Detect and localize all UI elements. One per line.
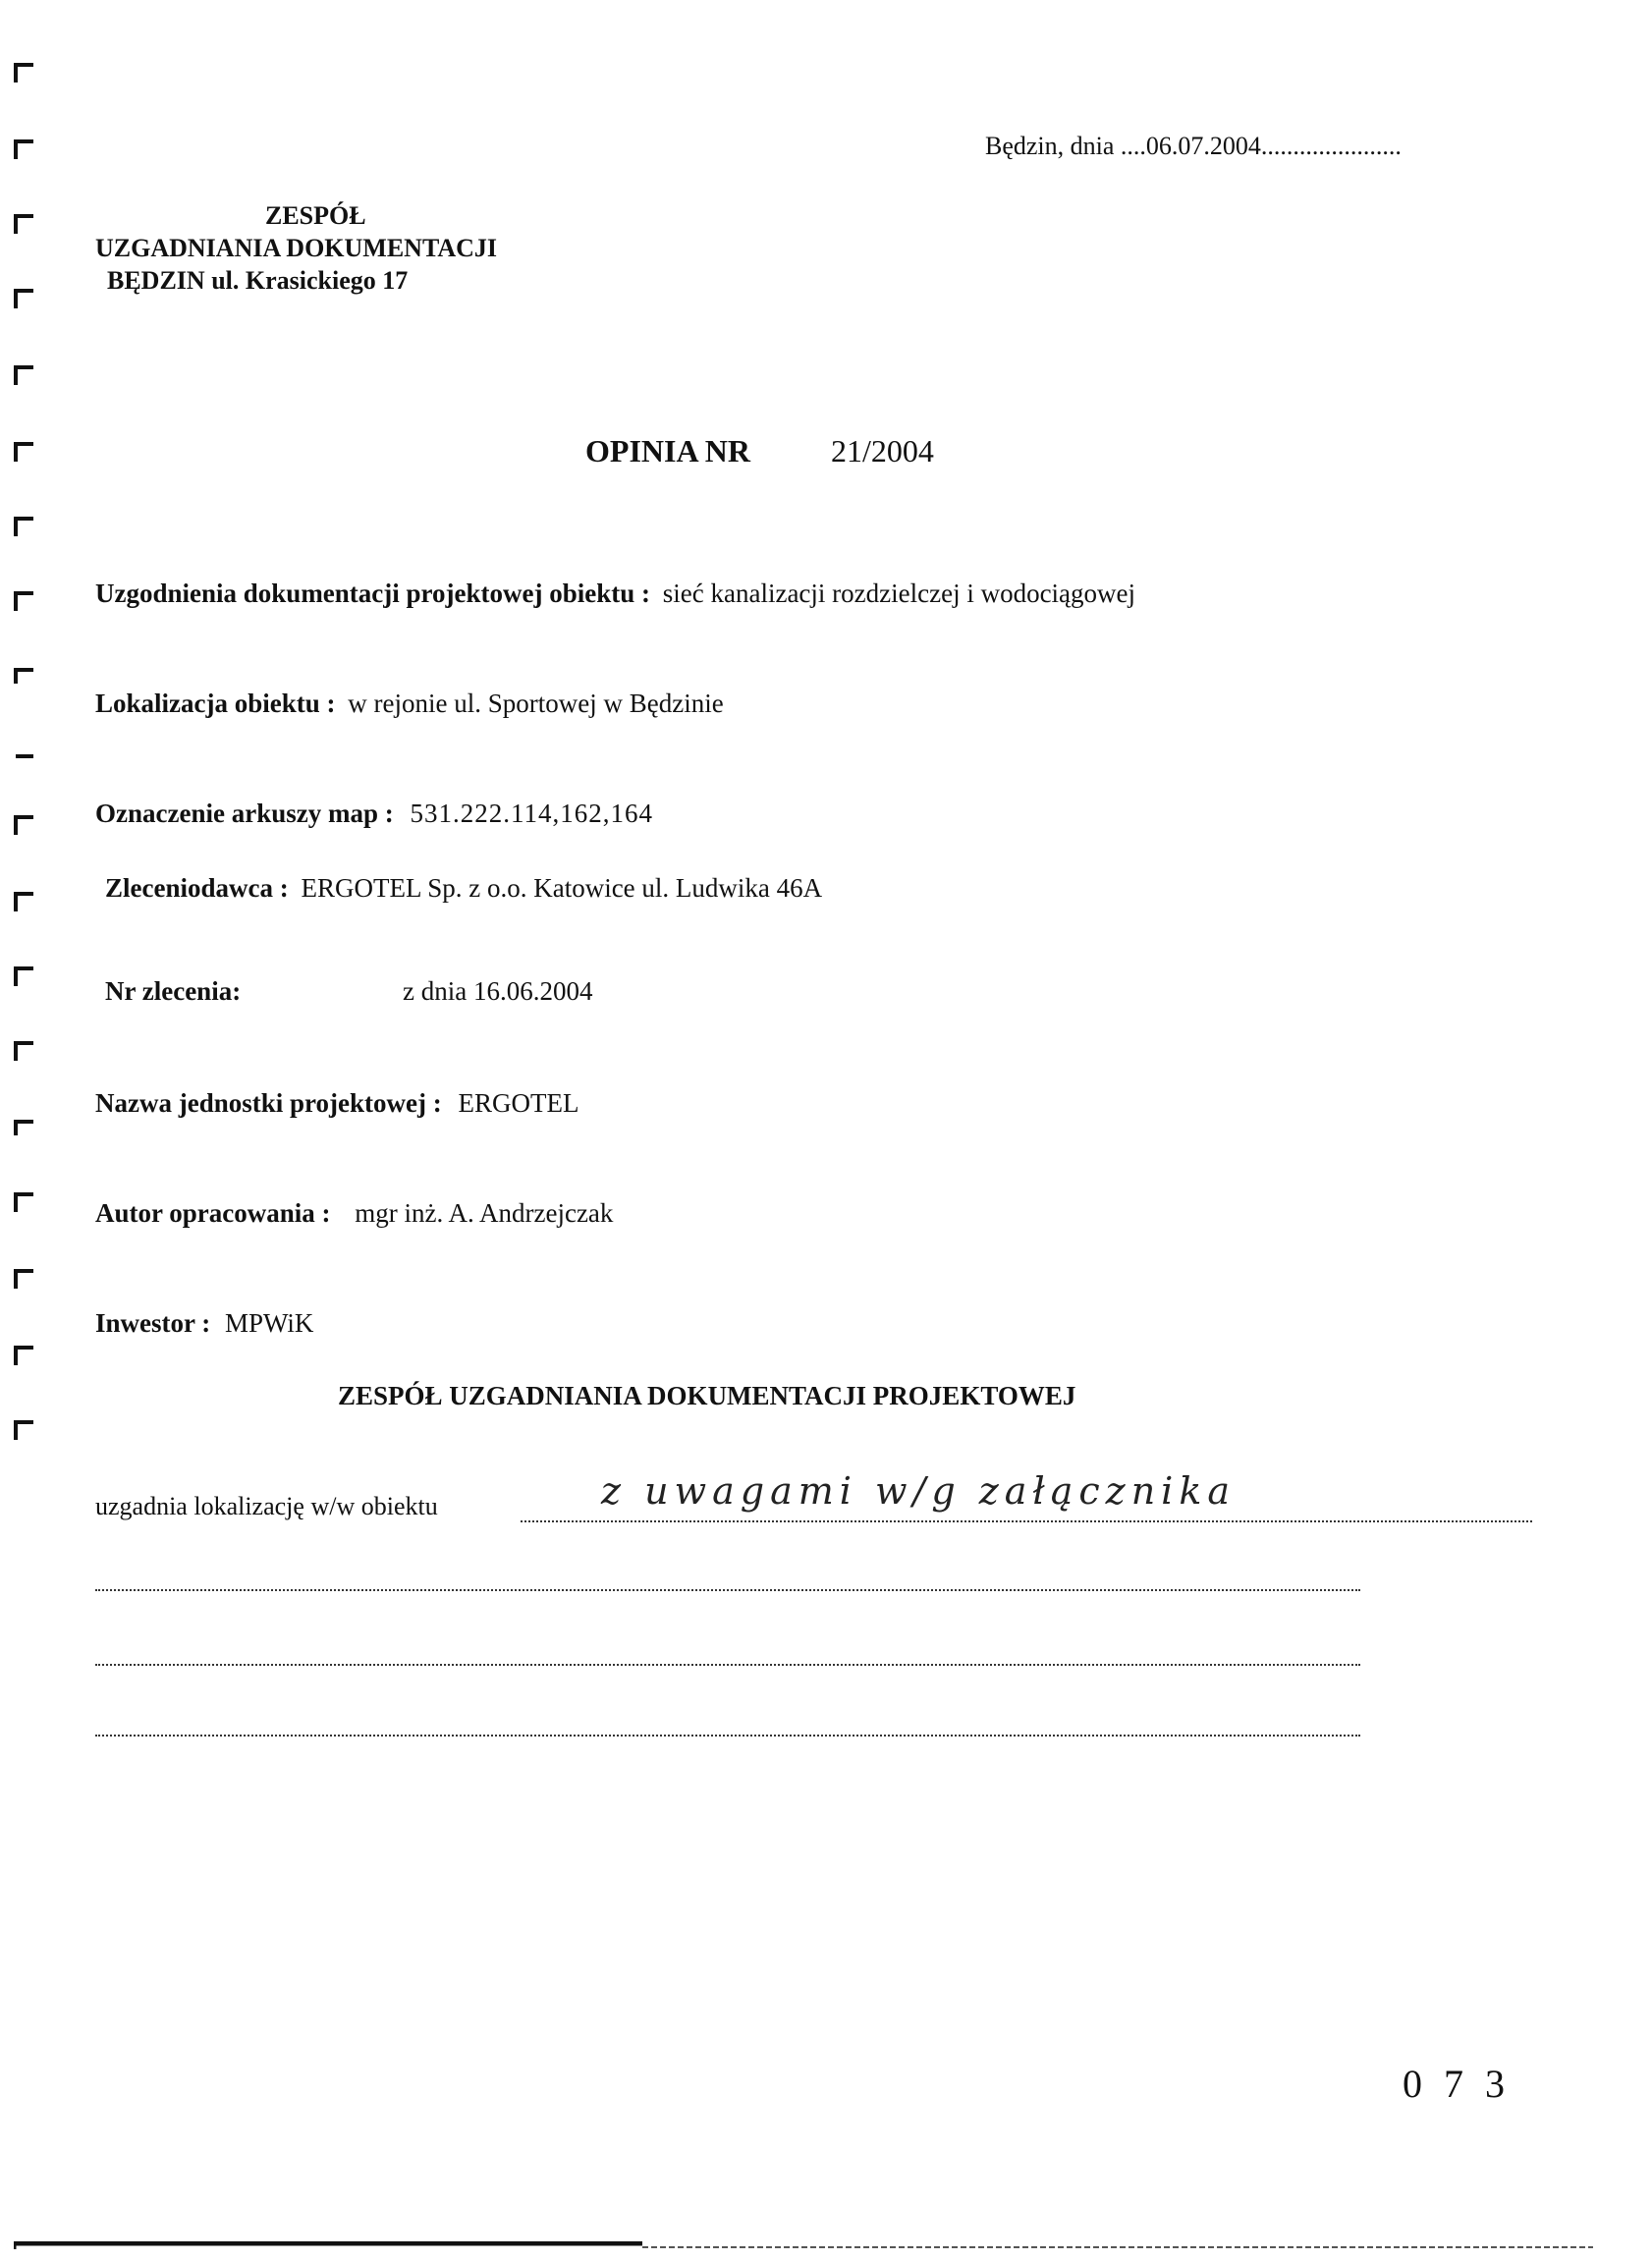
decision-text: uzgadnia lokalizację w/w obiektu xyxy=(95,1492,438,1520)
org-name-line1: ZESPÓŁ xyxy=(265,201,366,230)
field-zleceniodawca-value: ERGOTEL Sp. z o.o. Katowice ul. Ludwika 46A xyxy=(301,873,823,903)
binding-mark xyxy=(14,1265,35,1291)
field-autor-label: Autor opracowania : xyxy=(95,1198,331,1228)
field-jednostka-value: ERGOTEL xyxy=(458,1088,579,1118)
page-number-stamp: 0 7 3 xyxy=(1403,2062,1511,2106)
field-zleceniodawca xyxy=(105,873,822,904)
binding-mark xyxy=(14,888,35,913)
org-name-line2: UZGADNIANIA DOKUMENTACJI xyxy=(95,234,498,262)
binding-mark xyxy=(14,1416,35,1442)
field-nr-zlecenia-label: Nr zlecenia: xyxy=(105,976,242,1006)
field-nr-zlecenia-value: z dnia 16.06.2004 xyxy=(403,976,593,1006)
decision-heading: ZESPÓŁ UZGADNIANIA DOKUMENTACJI PROJEKTOWEJ xyxy=(338,1381,1076,1410)
field-inwestor-label: Inwestor : xyxy=(95,1308,211,1338)
field-jednostka-label: Nazwa jednostki projektowej : xyxy=(95,1088,442,1118)
field-lokalizacja-value: w rejonie ul. Sportowej w Będzinie xyxy=(348,689,724,718)
field-oznaczenie xyxy=(95,799,653,829)
binding-mark xyxy=(14,587,35,613)
dotted-line-2 xyxy=(95,1664,1360,1666)
dotted-line-1 xyxy=(95,1589,1360,1591)
field-uzgodnienia-value: sieć kanalizacji rozdzielczej i wodociągowej xyxy=(662,579,1136,608)
dotted-line-3 xyxy=(95,1735,1360,1737)
opinion-number: 21/2004 xyxy=(831,433,934,469)
binding-mark xyxy=(14,285,35,310)
binding-mark xyxy=(14,1342,35,1367)
binding-mark xyxy=(14,361,35,387)
field-autor xyxy=(95,1198,613,1229)
binding-mark xyxy=(14,59,35,84)
field-jednostka xyxy=(95,1088,578,1119)
binding-mark xyxy=(14,1188,35,1214)
field-lokalizacja-label: Lokalizacja obiektu : xyxy=(95,689,336,718)
binding-mark xyxy=(14,963,35,988)
field-lokalizacja xyxy=(95,689,724,719)
binding-mark xyxy=(14,735,35,760)
handwritten-note: z uwagami w/g załącznika xyxy=(601,1469,1236,1513)
scan-bottom-edge xyxy=(14,2241,1593,2251)
field-inwestor xyxy=(95,1308,313,1339)
field-uzgodnienia-label: Uzgodnienia dokumentacji projektowej obiektu : xyxy=(95,579,651,608)
field-zleceniodawca-label: Zleceniodawca : xyxy=(105,873,289,903)
binding-mark xyxy=(14,136,35,161)
field-oznaczenie-label: Oznaczenie arkuszy map : xyxy=(95,799,394,828)
field-autor-value: mgr inż. A. Andrzejczak xyxy=(355,1198,614,1228)
org-address: BĘDZIN ul. Krasickiego 17 xyxy=(107,266,409,295)
field-uzgodnienia xyxy=(95,579,1135,609)
decision-dotted-line xyxy=(521,1520,1532,1522)
binding-mark xyxy=(14,513,35,538)
field-inwestor-value: MPWiK xyxy=(225,1308,314,1338)
binding-mark xyxy=(14,1112,35,1137)
date-line: Będzin, dnia ....06.07.2004...................... xyxy=(985,132,1402,160)
binding-mark xyxy=(14,660,35,686)
binding-mark xyxy=(14,438,35,464)
opinion-title-label: OPINIA NR xyxy=(585,433,751,469)
binding-mark xyxy=(14,811,35,837)
binding-mark xyxy=(14,210,35,236)
binding-mark xyxy=(14,1037,35,1063)
field-oznaczenie-value: 531.222.114,162,164 xyxy=(410,799,653,828)
